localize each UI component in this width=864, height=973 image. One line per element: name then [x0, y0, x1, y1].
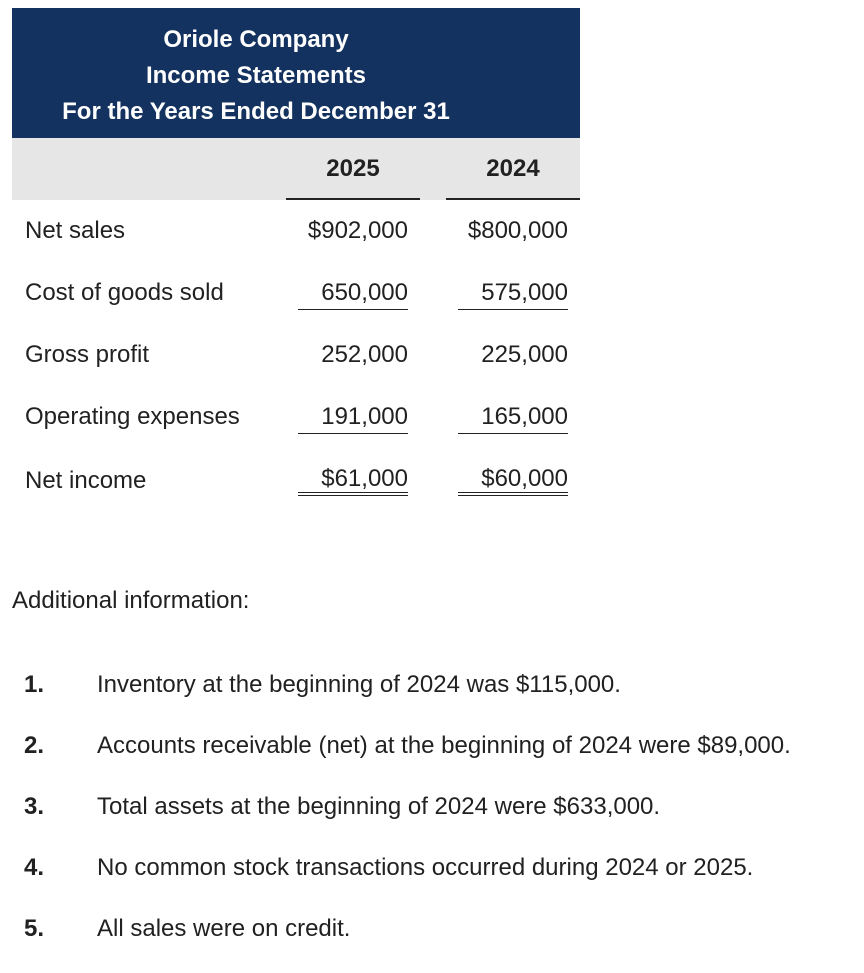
value-2025: 191,000 — [298, 400, 408, 434]
statement-period: For the Years Ended December 31 — [62, 98, 450, 125]
value-2024: 165,000 — [458, 400, 568, 434]
company-name: Oriole Company — [163, 26, 349, 53]
item-number: 2. — [24, 732, 45, 759]
value-2025: $902,000 — [307, 217, 408, 244]
additional-info-heading: Additional information: — [12, 587, 250, 614]
statement-header — [12, 8, 580, 138]
item-number: 4. — [24, 854, 45, 881]
row-label: Operating expenses — [25, 403, 240, 430]
value-2024: 225,000 — [481, 341, 568, 368]
item-number: 5. — [24, 915, 45, 942]
row-label: Net income — [25, 467, 147, 494]
list-item — [0, 912, 864, 973]
additional-info-list — [0, 668, 864, 973]
row-operating-expenses — [12, 386, 580, 448]
income-statement-table — [12, 8, 580, 510]
column-header-row — [12, 138, 580, 200]
item-text: No common stock transactions occurred during 2024 or 2025. — [97, 854, 754, 881]
value-2025: 252,000 — [321, 341, 408, 368]
row-net-sales — [12, 200, 580, 262]
row-cost-of-goods-sold — [12, 262, 580, 324]
row-gross-profit — [12, 324, 580, 386]
item-text: Total assets at the beginning of 2024 were $633,000. — [97, 793, 661, 820]
row-label: Net sales — [25, 217, 126, 244]
value-2024: $60,000 — [458, 462, 568, 496]
list-item — [0, 851, 864, 912]
column-header-2025: 2025 — [286, 138, 420, 200]
item-text: All sales were on credit. — [97, 915, 351, 942]
value-2024: 575,000 — [458, 276, 568, 310]
statement-title: Income Statements — [145, 62, 367, 89]
list-item — [0, 729, 864, 790]
list-item — [0, 668, 864, 729]
list-item — [0, 790, 864, 851]
item-number: 3. — [24, 793, 45, 820]
row-label: Cost of goods sold — [25, 279, 224, 306]
column-header-2024: 2024 — [446, 138, 580, 200]
value-2025: 650,000 — [298, 276, 408, 310]
item-text: Inventory at the beginning of 2024 was $115,000. — [97, 671, 621, 698]
row-net-income — [12, 448, 580, 510]
item-number: 1. — [24, 671, 45, 698]
row-label: Gross profit — [25, 341, 150, 368]
value-2024: $800,000 — [467, 217, 568, 244]
value-2025: $61,000 — [298, 462, 408, 496]
item-text: Accounts receivable (net) at the beginning of 2024 were $89,000. — [97, 732, 791, 759]
